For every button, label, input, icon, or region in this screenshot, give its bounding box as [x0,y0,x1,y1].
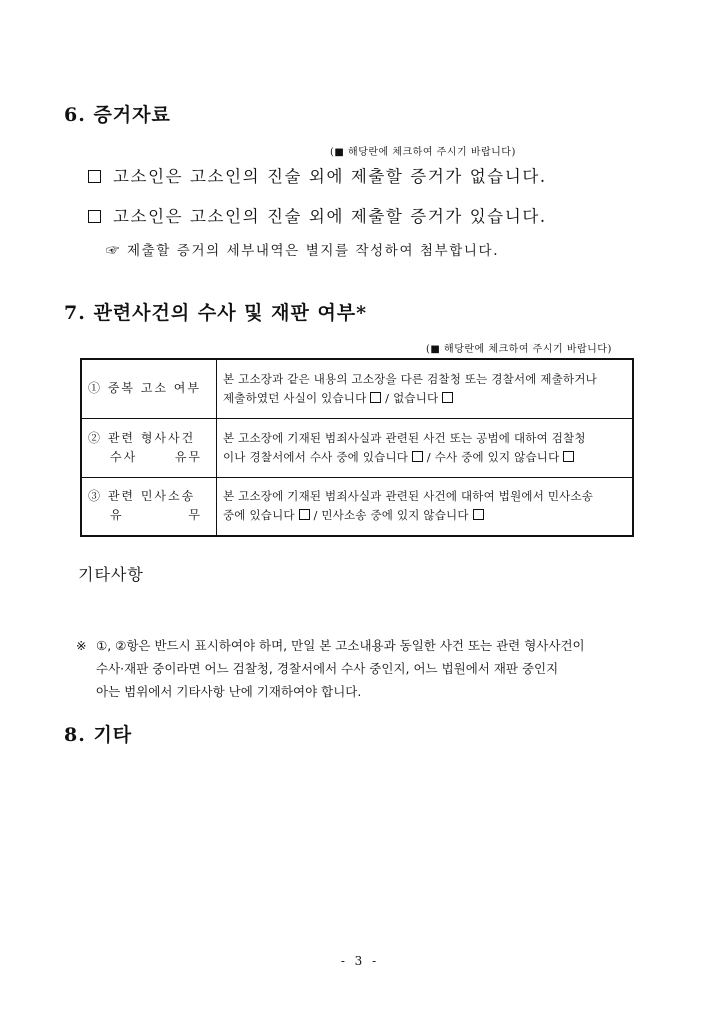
remark-line: 아는 범위에서 기타사항 난에 기재하여야 합니다. [96,684,362,699]
no-label: 민사소송 중에 있지 않습니다 [321,508,469,523]
yes-label: 이나 경찰서에서 수사 중에 있습니다 [223,449,409,464]
criminal-case-label: ② 관련 형사사건 [88,430,196,445]
separator: / [426,449,431,464]
other-matters-label: 기타사항 [78,565,144,584]
remark-text: ①, ②항은 반드시 표시하여야 하며, 만일 본 고소내용과 동일한 사건 또는 관련 형사사건이 [96,638,585,653]
related-case-table [80,358,634,537]
civil-suit-label: ③ 관련 민사소송 [88,489,196,504]
table-row [81,418,633,477]
reference-mark: ※ [76,638,87,653]
civil-no-checkbox[interactable] [473,509,484,520]
content-line [223,389,628,408]
evidence-exists-option[interactable] [88,203,547,227]
separator: / [313,508,318,523]
label-part: 무 [188,508,202,523]
label-part: 유 [110,508,124,523]
remark-line: 수사·재판 중이라면 어느 검찰청, 경찰서에서 수사 중인지, 어느 법원에서 재판 중인지 [96,661,559,676]
evidence-attachment-note: ☞ 제출할 증거의 세부내역은 별지를 작성하여 첨부합니다. [106,243,500,259]
criminal-case-label-cell [81,418,217,477]
civil-yes-checkbox[interactable] [299,509,310,520]
civil-suit-label-cell [81,477,217,536]
yes-label: 중에 있습니다 [223,508,295,523]
criminal-case-label-line2 [82,448,216,467]
section-6-check-note: (■ 해당란에 체크하여 주시기 바랍니다) [330,147,516,158]
content-line: 본 고소장에 기재된 범죄사실과 관련된 사건에 대하여 법원에서 민사소송 [223,489,594,504]
table-row [81,477,633,536]
evidence-exists-checkbox[interactable] [88,210,101,223]
section-7-title: 7. 관련사건의 수사 및 재판 여부* [64,302,368,324]
evidence-exists-label: 고소인은 고소인의 진술 외에 제출할 증거가 있습니다. [113,207,547,226]
civil-suit-label-line2 [82,506,216,525]
evidence-none-checkbox[interactable] [88,170,101,183]
duplicate-yes-checkbox[interactable] [370,392,381,403]
duplicate-no-checkbox[interactable] [442,392,453,403]
duplicate-complaint-label-cell [81,359,217,418]
civil-suit-content [217,477,634,536]
content-line: 본 고소장과 같은 내용의 고소장을 다른 검찰청 또는 경찰서에 제출하거나 [223,371,597,386]
content-line [223,448,628,467]
page-number: - 3 - [340,954,380,968]
duplicate-complaint-label: ① 중복 고소 여부 [88,381,201,396]
remark-block [76,634,656,703]
remark-line [76,634,656,657]
yes-label: 제출하였던 사실이 있습니다 [223,390,367,405]
label-part: 수사 [110,449,138,464]
no-label: 수사 중에 있지 않습니다 [434,449,560,464]
section-8-title: 8. 기타 [64,724,133,746]
section-6-title: 6. 증거자료 [64,104,171,126]
duplicate-complaint-content [217,359,634,418]
no-label: 없습니다 [393,390,439,405]
evidence-none-option[interactable] [88,163,547,187]
criminal-no-checkbox[interactable] [563,451,574,462]
table-row [81,359,633,418]
label-part: 유무 [174,449,202,464]
criminal-yes-checkbox[interactable] [412,451,423,462]
separator: / [385,390,390,405]
content-line [223,506,628,525]
evidence-none-label: 고소인은 고소인의 진술 외에 제출할 증거가 없습니다. [113,167,547,186]
section-7-check-note: (■ 해당란에 체크하여 주시기 바랍니다) [426,344,612,355]
content-line: 본 고소장에 기재된 범죄사실과 관련된 사건 또는 공범에 대하여 검찰청 [223,430,586,445]
criminal-case-content [217,418,634,477]
